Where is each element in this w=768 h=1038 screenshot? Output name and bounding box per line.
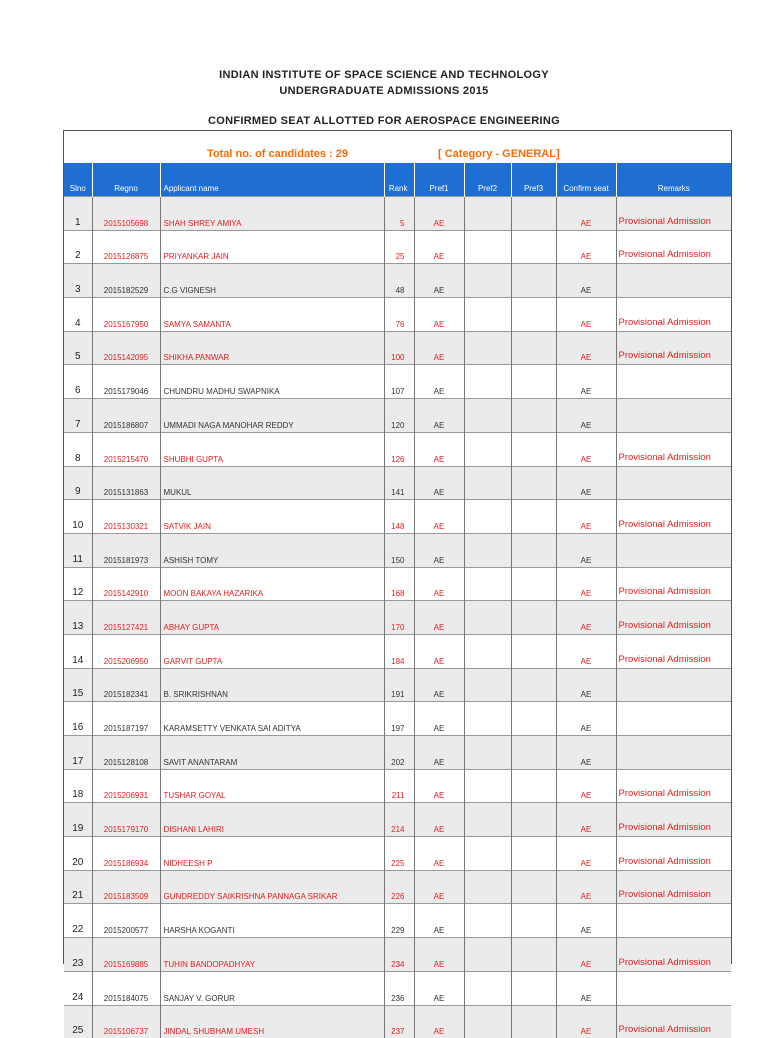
cell-pref2 [464,197,511,231]
cell-remarks [616,668,731,702]
cell-rank: 25 [384,230,414,264]
cell-applicant-name: B. SRIKRISHNAN [160,668,384,702]
cell-applicant-name: SHIKHA PANWAR [160,331,384,365]
cell-applicant-name: GUNDREDDY SAIKRISHNA PANNAGA SRIKAR [160,870,384,904]
cell-pref2 [464,298,511,332]
cell-rank: 197 [384,702,414,736]
cell-rank: 234 [384,938,414,972]
cell-confirm-seat: AE [556,904,616,938]
cell-pref3 [511,971,556,1005]
cell-rank: 76 [384,298,414,332]
cell-applicant-name: NIDHEESH P [160,837,384,871]
cell-rank: 229 [384,904,414,938]
column-header-regno: Regno [92,163,160,197]
cell-rank: 48 [384,264,414,298]
cell-pref1: AE [414,702,464,736]
cell-slno: 6 [64,365,92,399]
cell-applicant-name: SHAH SHREY AMIYA [160,197,384,231]
cell-remarks [616,702,731,736]
cell-remarks: Provisional Admission [616,197,731,231]
cell-remarks: Provisional Admission [616,432,731,466]
cell-pref3 [511,870,556,904]
cell-remarks: Provisional Admission [616,230,731,264]
table-row [64,331,731,365]
cell-pref1: AE [414,601,464,635]
cell-confirm-seat: AE [556,399,616,433]
cell-pref3 [511,399,556,433]
cell-rank: 5 [384,197,414,231]
cell-pref1: AE [414,331,464,365]
column-header-pref2: Pref2 [464,163,511,197]
cell-pref1: AE [414,634,464,668]
cell-confirm-seat: AE [556,938,616,972]
cell-pref1: AE [414,769,464,803]
cell-pref1: AE [414,904,464,938]
cell-confirm-seat: AE [556,432,616,466]
cell-slno: 8 [64,432,92,466]
table-row [64,1005,731,1038]
cell-pref2 [464,601,511,635]
cell-pref1: AE [414,365,464,399]
cell-pref1: AE [414,230,464,264]
cell-pref3 [511,466,556,500]
allotment-sheet [63,130,732,1037]
table-row [64,365,731,399]
cell-pref1: AE [414,971,464,1005]
summary-bar [64,131,731,163]
cell-confirm-seat: AE [556,736,616,770]
column-header-slno: Slno [64,163,92,197]
cell-remarks: Provisional Admission [616,769,731,803]
cell-regno: 2015181973 [92,533,160,567]
cell-regno: 2015179046 [92,365,160,399]
cell-remarks: Provisional Admission [616,634,731,668]
cell-remarks: Provisional Admission [616,837,731,871]
cell-rank: 120 [384,399,414,433]
cell-rank: 126 [384,432,414,466]
cell-applicant-name: GARVIT GUPTA [160,634,384,668]
table-row [64,466,731,500]
column-header-pref3: Pref3 [511,163,556,197]
cell-rank: 214 [384,803,414,837]
cell-regno: 2015186807 [92,399,160,433]
cell-pref2 [464,904,511,938]
cell-rank: 184 [384,634,414,668]
cell-pref2 [464,634,511,668]
table-row [64,197,731,231]
cell-regno: 2015127421 [92,601,160,635]
cell-slno: 19 [64,803,92,837]
table-row [64,904,731,938]
cell-regno: 2015128108 [92,736,160,770]
cell-slno: 23 [64,938,92,972]
cell-pref3 [511,331,556,365]
cell-pref1: AE [414,466,464,500]
cell-remarks [616,736,731,770]
cell-slno: 13 [64,601,92,635]
cell-slno: 14 [64,634,92,668]
cell-confirm-seat: AE [556,264,616,298]
cell-applicant-name: DISHANI LAHIRI [160,803,384,837]
cell-rank: 107 [384,365,414,399]
table-row [64,769,731,803]
cell-pref3 [511,837,556,871]
cell-pref1: AE [414,803,464,837]
cell-pref3 [511,803,556,837]
cell-rank: 150 [384,533,414,567]
cell-pref2 [464,264,511,298]
cell-pref3 [511,736,556,770]
cell-slno: 18 [64,769,92,803]
cell-applicant-name: ASHISH TOMY [160,533,384,567]
cell-pref3 [511,533,556,567]
cell-pref3 [511,668,556,702]
cell-regno: 2015187197 [92,702,160,736]
cell-applicant-name: JINDAL SHUBHAM UMESH [160,1005,384,1038]
cell-pref2 [464,466,511,500]
cell-confirm-seat: AE [556,601,616,635]
column-header-pref1: Pref1 [414,163,464,197]
cell-pref3 [511,1005,556,1038]
cell-pref3 [511,432,556,466]
cell-applicant-name: SAMYA SAMANTA [160,298,384,332]
column-header-name: Applicant name [160,163,384,197]
cell-pref3 [511,702,556,736]
table-row [64,264,731,298]
cell-pref3 [511,197,556,231]
cell-regno: 2015182529 [92,264,160,298]
cell-regno: 2015128875 [92,230,160,264]
table-row [64,399,731,433]
cell-regno: 2015142910 [92,567,160,601]
cell-slno: 24 [64,971,92,1005]
table-row [64,938,731,972]
cell-slno: 10 [64,500,92,534]
cell-regno: 2015182341 [92,668,160,702]
cell-remarks [616,904,731,938]
cell-pref2 [464,432,511,466]
cell-regno: 2015179170 [92,803,160,837]
table-row [64,971,731,1005]
column-header-confirm-seat: Confirm seat [556,163,616,197]
cell-pref2 [464,399,511,433]
table-row [64,668,731,702]
cell-confirm-seat: AE [556,634,616,668]
cell-remarks: Provisional Admission [616,331,731,365]
cell-remarks: Provisional Admission [616,601,731,635]
cell-pref1: AE [414,938,464,972]
table-row [64,870,731,904]
table-row [64,298,731,332]
cell-remarks [616,466,731,500]
cell-regno: 2015183509 [92,870,160,904]
table-row [64,500,731,534]
cell-pref2 [464,971,511,1005]
allotment-table [64,163,731,1038]
cell-confirm-seat: AE [556,298,616,332]
cell-slno: 15 [64,668,92,702]
cell-confirm-seat: AE [556,837,616,871]
cell-remarks: Provisional Admission [616,1005,731,1038]
cell-pref1: AE [414,432,464,466]
cell-pref2 [464,567,511,601]
cell-pref1: AE [414,399,464,433]
cell-rank: 236 [384,971,414,1005]
cell-pref1: AE [414,567,464,601]
cell-applicant-name: TUHIN BANDOPADHYAY [160,938,384,972]
cell-rank: 191 [384,668,414,702]
cell-pref1: AE [414,533,464,567]
cell-slno: 3 [64,264,92,298]
cell-confirm-seat: AE [556,331,616,365]
table-row [64,432,731,466]
cell-regno: 2015106737 [92,1005,160,1038]
cell-confirm-seat: AE [556,365,616,399]
cell-pref2 [464,769,511,803]
cell-rank: 211 [384,769,414,803]
cell-remarks: Provisional Admission [616,938,731,972]
cell-applicant-name: SHUBHI GUPTA [160,432,384,466]
cell-slno: 25 [64,1005,92,1038]
cell-rank: 170 [384,601,414,635]
cell-remarks [616,533,731,567]
cell-slno: 4 [64,298,92,332]
cell-pref1: AE [414,870,464,904]
cell-confirm-seat: AE [556,466,616,500]
cell-applicant-name: SAVIT ANANTARAM [160,736,384,770]
cell-pref1: AE [414,264,464,298]
cell-pref2 [464,668,511,702]
cell-remarks [616,264,731,298]
cell-slno: 11 [64,533,92,567]
cell-slno: 17 [64,736,92,770]
cell-rank: 100 [384,331,414,365]
cell-applicant-name: ABHAY GUPTA [160,601,384,635]
cell-regno: 2015131863 [92,466,160,500]
cell-slno: 20 [64,837,92,871]
column-header-remarks: Remarks [616,163,731,197]
cell-remarks: Provisional Admission [616,298,731,332]
table-row [64,601,731,635]
cell-remarks: Provisional Admission [616,567,731,601]
cell-pref2 [464,365,511,399]
admissions-title: UNDERGRADUATE ADMISSIONS 2015 [279,85,489,97]
table-header-row [64,163,731,197]
cell-pref3 [511,298,556,332]
cell-applicant-name: C.G VIGNESH [160,264,384,298]
cell-rank: 202 [384,736,414,770]
cell-pref2 [464,500,511,534]
cell-pref1: AE [414,500,464,534]
cell-pref2 [464,533,511,567]
cell-remarks: Provisional Admission [616,500,731,534]
cell-rank: 148 [384,500,414,534]
cell-applicant-name: SANJAY V. GORUR [160,971,384,1005]
cell-confirm-seat: AE [556,197,616,231]
cell-rank: 226 [384,870,414,904]
institute-title: INDIAN INSTITUTE OF SPACE SCIENCE AND TECHNOLOGY [219,69,549,81]
cell-pref3 [511,230,556,264]
cell-pref2 [464,803,511,837]
cell-applicant-name: PRIYANKAR JAIN [160,230,384,264]
table-row [64,702,731,736]
cell-confirm-seat: AE [556,971,616,1005]
table-row [64,230,731,264]
cell-pref3 [511,365,556,399]
cell-rank: 141 [384,466,414,500]
cell-applicant-name: MOON BAKAYA HAZARIKA [160,567,384,601]
cell-slno: 9 [64,466,92,500]
cell-pref1: AE [414,837,464,871]
cell-regno: 2015215470 [92,432,160,466]
cell-confirm-seat: AE [556,870,616,904]
cell-pref1: AE [414,668,464,702]
cell-pref2 [464,1005,511,1038]
total-candidates: Total no. of candidates : 29 [207,148,348,160]
cell-pref2 [464,870,511,904]
allotment-subtitle: CONFIRMED SEAT ALLOTTED FOR AEROSPACE ENGINEERING [207,115,561,127]
cell-applicant-name: CHUNDRU MADHU SWAPNIKA [160,365,384,399]
table-row [64,567,731,601]
cell-pref1: AE [414,298,464,332]
cell-remarks: Provisional Admission [616,870,731,904]
cell-rank: 225 [384,837,414,871]
cell-confirm-seat: AE [556,803,616,837]
cell-applicant-name: TUSHAR GOYAL [160,769,384,803]
table-row [64,803,731,837]
cell-confirm-seat: AE [556,500,616,534]
cell-regno: 2015186934 [92,837,160,871]
column-header-rank: Rank [384,163,414,197]
cell-pref3 [511,500,556,534]
cell-pref2 [464,837,511,871]
cell-slno: 16 [64,702,92,736]
cell-regno: 2015200577 [92,904,160,938]
cell-pref2 [464,331,511,365]
cell-regno: 2015130321 [92,500,160,534]
cell-pref3 [511,634,556,668]
cell-confirm-seat: AE [556,533,616,567]
cell-pref2 [464,938,511,972]
table-row [64,837,731,871]
cell-regno: 2015184075 [92,971,160,1005]
cell-pref3 [511,904,556,938]
cell-pref3 [511,264,556,298]
cell-rank: 168 [384,567,414,601]
cell-remarks [616,365,731,399]
category-label: [ Category - GENERAL] [438,148,560,160]
cell-pref1: AE [414,1005,464,1038]
cell-applicant-name: HARSHA KOGANTI [160,904,384,938]
cell-slno: 12 [64,567,92,601]
cell-pref2 [464,702,511,736]
cell-remarks [616,971,731,1005]
cell-confirm-seat: AE [556,1005,616,1038]
cell-pref1: AE [414,736,464,770]
cell-regno: 2015105698 [92,197,160,231]
cell-slno: 7 [64,399,92,433]
cell-confirm-seat: AE [556,567,616,601]
cell-slno: 2 [64,230,92,264]
cell-applicant-name: SATVIK JAIN [160,500,384,534]
cell-pref3 [511,601,556,635]
table-row [64,736,731,770]
cell-pref3 [511,769,556,803]
cell-confirm-seat: AE [556,702,616,736]
cell-rank: 237 [384,1005,414,1038]
cell-slno: 5 [64,331,92,365]
cell-confirm-seat: AE [556,769,616,803]
cell-remarks [616,399,731,433]
cell-applicant-name: MUKUL [160,466,384,500]
cell-regno: 2015169885 [92,938,160,972]
cell-regno: 2015142095 [92,331,160,365]
cell-pref2 [464,230,511,264]
cell-slno: 1 [64,197,92,231]
cell-regno: 2015167950 [92,298,160,332]
cell-pref3 [511,938,556,972]
cell-confirm-seat: AE [556,668,616,702]
cell-applicant-name: KARAMSETTY VENKATA SAI ADITYA [160,702,384,736]
cell-regno: 2015206950 [92,634,160,668]
cell-regno: 2015206931 [92,769,160,803]
table-row [64,634,731,668]
table-row [64,533,731,567]
cell-pref1: AE [414,197,464,231]
cell-applicant-name: UMMADI NAGA MANOHAR REDDY [160,399,384,433]
cell-confirm-seat: AE [556,230,616,264]
cell-slno: 21 [64,870,92,904]
cell-pref3 [511,567,556,601]
cell-slno: 22 [64,904,92,938]
cell-remarks: Provisional Admission [616,803,731,837]
cell-pref2 [464,736,511,770]
